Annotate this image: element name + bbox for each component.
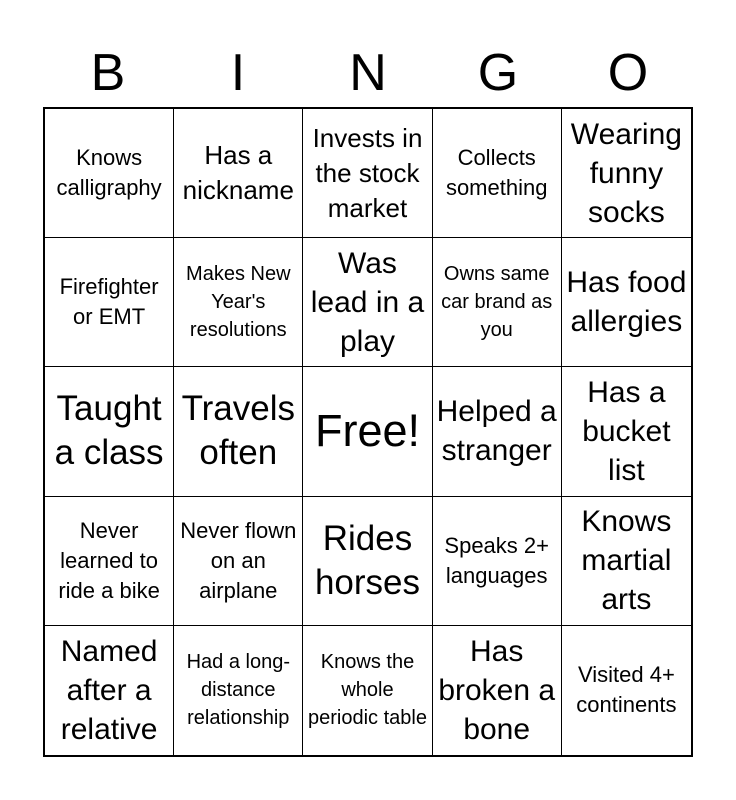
- cell-text: Owns same car brand as you: [441, 263, 553, 342]
- cell-text: Was lead in a play: [310, 246, 425, 358]
- bingo-cell[interactable]: [562, 626, 691, 755]
- cell-text: Has a nickname: [182, 140, 294, 206]
- header-letter-i: I: [230, 44, 246, 102]
- cell-text: Travels often: [181, 389, 296, 473]
- cell-text: Had a long-distance relationship: [186, 651, 290, 730]
- cell-text: Makes New Year's resolutions: [186, 263, 291, 342]
- cell-text: Speaks 2+ languages: [444, 532, 549, 588]
- bingo-header: [43, 40, 693, 106]
- cell-text: Knows martial arts: [581, 505, 672, 617]
- bingo-cell[interactable]: [433, 497, 562, 626]
- bingo-cell[interactable]: [174, 367, 303, 496]
- bingo-cell[interactable]: [174, 626, 303, 755]
- bingo-cell[interactable]: [303, 497, 432, 626]
- cell-text: Wearing funny socks: [570, 117, 682, 229]
- bingo-cell[interactable]: [433, 626, 562, 755]
- cell-text: Helped a stranger: [436, 395, 557, 468]
- bingo-cell[interactable]: [45, 238, 174, 367]
- header-letter-o: O: [607, 44, 649, 102]
- header-letter-b: B: [90, 44, 126, 102]
- cell-text: Invests in the stock market: [312, 122, 423, 223]
- cell-text: Never flown on an airplane: [180, 517, 297, 603]
- bingo-cell[interactable]: [174, 497, 303, 626]
- bingo-cell[interactable]: [174, 109, 303, 238]
- bingo-cell[interactable]: [433, 238, 562, 367]
- bingo-cell[interactable]: [562, 367, 691, 496]
- bingo-cell[interactable]: [303, 109, 432, 238]
- bingo-cell[interactable]: [174, 238, 303, 367]
- bingo-cell[interactable]: [45, 109, 174, 238]
- bingo-cell-free[interactable]: [303, 367, 432, 496]
- cell-text: Taught a class: [54, 389, 164, 473]
- bingo-cell[interactable]: [562, 238, 691, 367]
- cell-text: Firefighter or EMT: [59, 274, 159, 330]
- bingo-cell[interactable]: [562, 497, 691, 626]
- bingo-board: [43, 107, 693, 757]
- bingo-cell[interactable]: [303, 238, 432, 367]
- cell-text: Named after a relative: [60, 634, 158, 746]
- bingo-cell[interactable]: [45, 367, 174, 496]
- cell-text: Knows calligraphy: [56, 145, 162, 201]
- header-letter-n: N: [349, 44, 387, 102]
- cell-text: Visited 4+ continents: [576, 662, 677, 718]
- cell-text: Rides horses: [314, 518, 421, 602]
- bingo-cell[interactable]: [562, 109, 691, 238]
- header-letter-g: G: [477, 44, 519, 102]
- cell-text: Knows the whole periodic table: [308, 651, 427, 730]
- cell-text: Has a bucket list: [582, 375, 671, 487]
- cell-text: Has broken a bone: [438, 634, 556, 746]
- cell-text: Never learned to ride a bike: [58, 517, 160, 603]
- free-space-text: Free!: [314, 405, 420, 457]
- bingo-cell[interactable]: [303, 626, 432, 755]
- bingo-cell[interactable]: [433, 367, 562, 496]
- cell-text: Has food allergies: [566, 266, 687, 339]
- bingo-cell[interactable]: [45, 497, 174, 626]
- cell-text: Collects something: [445, 145, 548, 201]
- bingo-cell[interactable]: [45, 626, 174, 755]
- bingo-cell[interactable]: [433, 109, 562, 238]
